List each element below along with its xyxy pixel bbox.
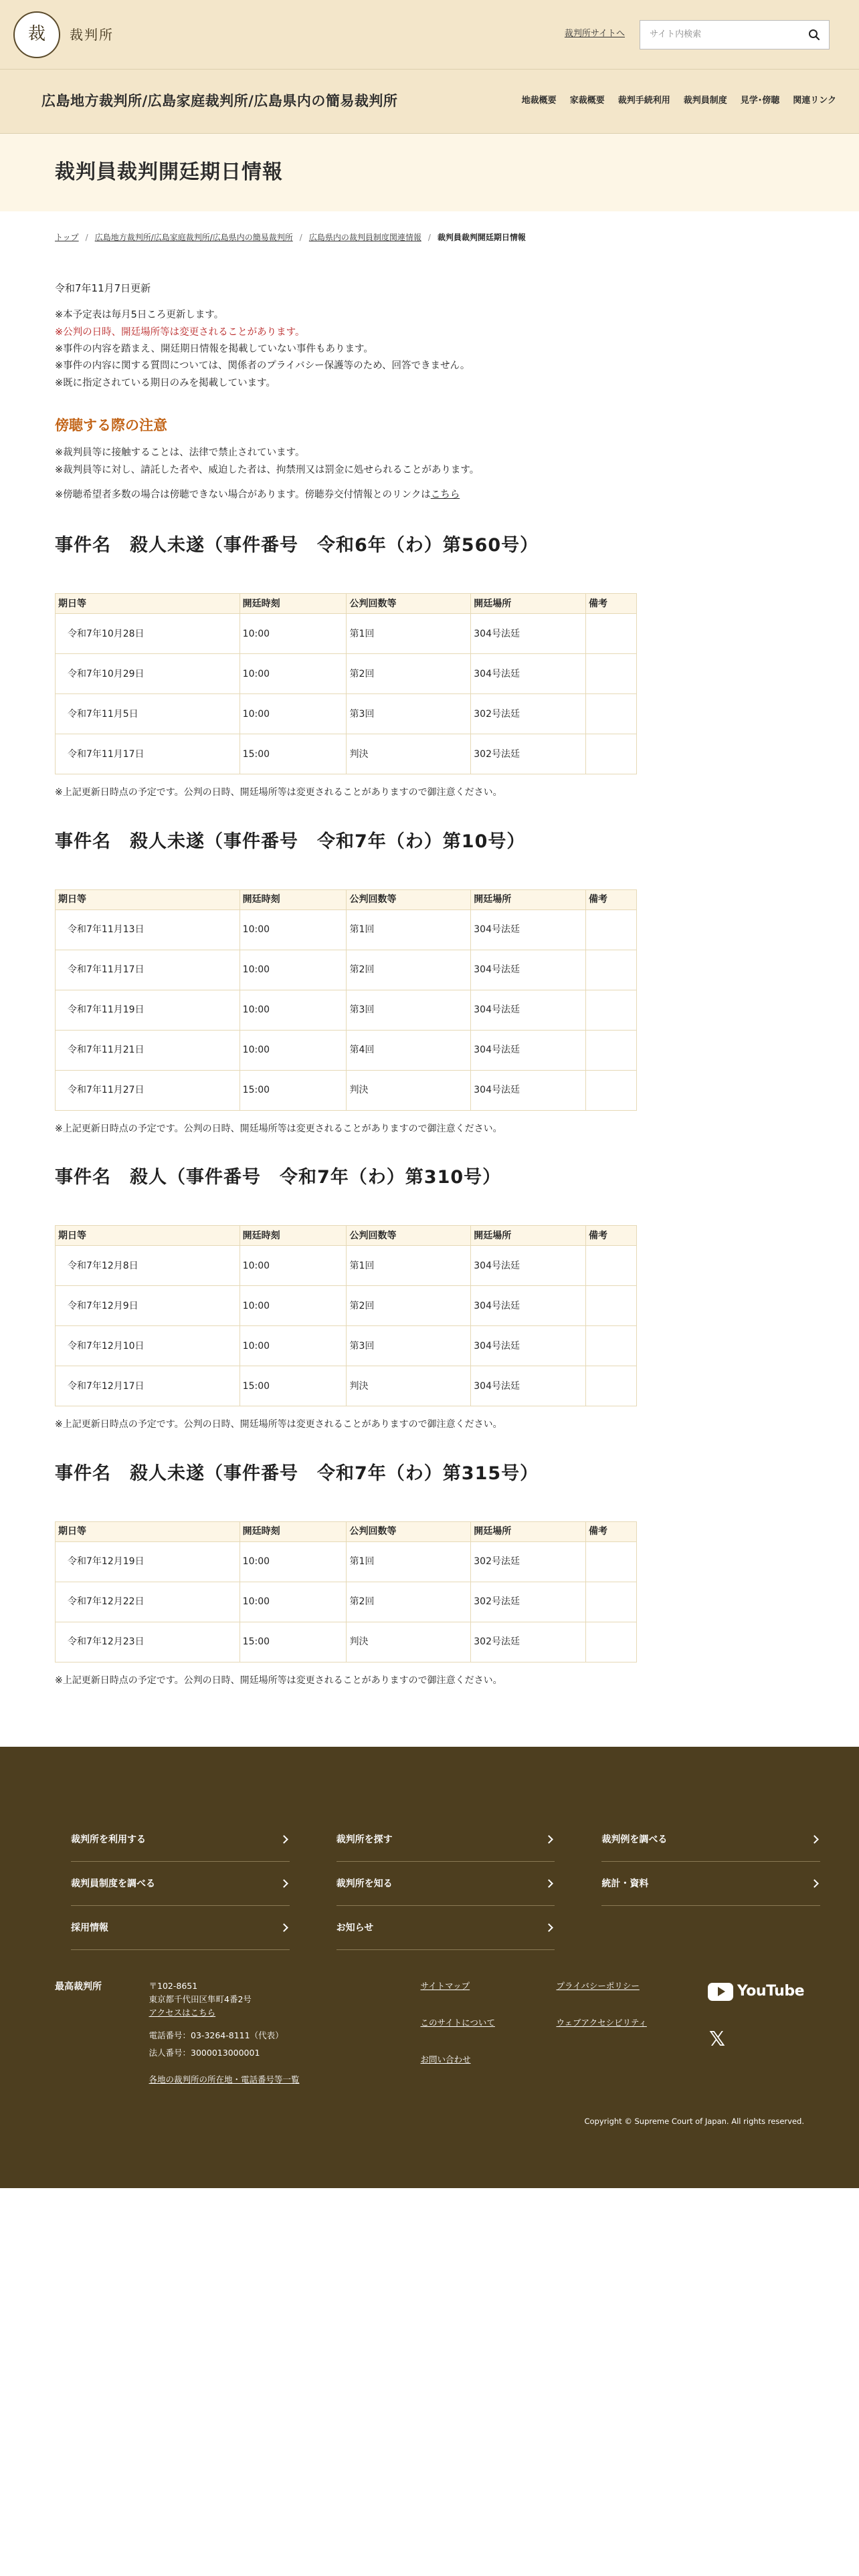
footer-access-link[interactable]: アクセスはこちら (149, 2008, 216, 2018)
cell-hearing-date: 令和7年12月22日 (56, 1582, 240, 1622)
table-row (56, 1622, 637, 1662)
footer-link-accessibility[interactable]: ウェブアクセシビリティ (556, 2018, 647, 2028)
cell-start-time: 15:00 (240, 1366, 347, 1406)
table-header-row (56, 594, 637, 614)
footer-street: 東京都千代田区隼町4番2号 (149, 1994, 252, 2005)
cell-hearing-date: 令和7年11月17日 (56, 734, 240, 774)
note-line: ※事件の内容を踏まえ、開廷期日情報を掲載していない事件もあります。 (55, 343, 373, 354)
column-header-remarks: 備考 (586, 889, 637, 909)
table-row (56, 654, 637, 694)
cell-start-time: 10:00 (240, 990, 347, 1030)
cell-start-time: 10:00 (240, 694, 347, 734)
footer-nav-label: お知らせ (336, 1922, 374, 1933)
cell-remarks (586, 614, 637, 654)
footer-nav-label: 裁判所を知る (336, 1878, 393, 1889)
cell-hearing-date: 令和7年11月19日 (56, 990, 240, 1030)
footer-court-list-link[interactable]: 各地の裁判所の所在地・電話番号等一覧 (149, 2074, 300, 2085)
cell-courtroom: 304号法廷 (471, 654, 586, 694)
youtube-icon (708, 1983, 733, 2001)
table-row (56, 1326, 637, 1366)
caution-line: ※裁判員等に接触することは、法律で禁止されています。 (55, 447, 305, 458)
chevron-right-icon (810, 1880, 819, 1889)
court-name[interactable]: 広島地方裁判所/広島家庭裁判所/広島県内の簡易裁判所 (41, 92, 398, 109)
cell-start-time: 15:00 (240, 1622, 347, 1662)
column-header-courtroom: 開廷場所 (471, 889, 586, 909)
column-header-remarks: 備考 (586, 594, 637, 614)
cell-session-number: 第3回 (347, 990, 471, 1030)
table-note: ※上記更新日時点の予定です。公判の日時、開廷場所等は変更されることがありますので御注意ください。 (55, 1123, 502, 1134)
column-header-courtroom: 開廷場所 (471, 594, 586, 614)
footer-social (708, 1979, 804, 2090)
breadcrumb-link-hiroshima-courts[interactable]: 広島地方裁判所/広島家庭裁判所/広島県内の簡易裁判所 (94, 233, 293, 242)
nav-item-district-court-overview[interactable]: 地裁概要 (521, 96, 557, 106)
court-navbar (0, 70, 859, 134)
schedule-notes (55, 307, 804, 392)
cell-session-number: 第1回 (347, 909, 471, 950)
site-logo[interactable] (13, 11, 114, 58)
footer-nav-use-courts[interactable] (71, 1818, 290, 1862)
nav-item-court-procedures[interactable]: 裁判手続利用 (617, 96, 670, 106)
cell-start-time: 10:00 (240, 1582, 347, 1622)
cell-start-time: 10:00 (240, 909, 347, 950)
cell-courtroom: 304号法廷 (471, 950, 586, 990)
chevron-right-icon (280, 1924, 288, 1933)
note-line: ※本予定表は毎月5日ころ更新します。 (55, 310, 224, 321)
cell-hearing-date: 令和7年10月28日 (56, 614, 240, 654)
column-header-session-number: 公判回数等 (347, 594, 471, 614)
breadcrumb-link-lay-judge-info[interactable]: 広島県内の裁判員制度関連情報 (308, 233, 421, 242)
schedule-table (55, 1521, 637, 1662)
global-nav (522, 94, 836, 108)
cell-start-time: 10:00 (240, 950, 347, 990)
table-row (56, 1030, 637, 1070)
cell-start-time: 15:00 (240, 1070, 347, 1110)
cell-session-number: 判決 (347, 1622, 471, 1662)
cell-remarks (586, 909, 637, 950)
footer-nav-label: 裁判例を調べる (601, 1834, 668, 1845)
cell-session-number: 判決 (347, 1366, 471, 1406)
cell-session-number: 第1回 (347, 614, 471, 654)
footer-nav-find-courts[interactable] (337, 1818, 555, 1862)
table-row (56, 1366, 637, 1406)
cell-remarks (586, 654, 637, 694)
table-row (56, 1070, 637, 1110)
cell-start-time: 15:00 (240, 734, 347, 774)
column-header-hearing-date: 期日等 (56, 1522, 240, 1542)
footer-phone: 電話番号：03-3264-8111（代表） (149, 2030, 284, 2041)
ticket-info-link[interactable]: こちら (430, 490, 460, 501)
footer-link-contact[interactable]: お問い合わせ (420, 2054, 471, 2065)
footer-address (149, 1979, 421, 2090)
footer-nav (71, 1818, 820, 1950)
cell-courtroom: 304号法廷 (471, 1030, 586, 1070)
table-row (56, 909, 637, 950)
cell-courtroom: 302号法廷 (471, 1542, 586, 1582)
cell-session-number: 第2回 (347, 654, 471, 694)
cell-remarks (586, 1542, 637, 1582)
search-input[interactable] (640, 21, 799, 49)
breadcrumb-current: 裁判員裁判開廷期日情報 (437, 233, 526, 242)
cell-courtroom: 302号法廷 (471, 1582, 586, 1622)
table-row (56, 1542, 637, 1582)
cell-hearing-date: 令和7年11月27日 (56, 1070, 240, 1110)
cell-remarks (586, 1246, 637, 1286)
schedule-table (55, 889, 637, 1111)
table-row (56, 950, 637, 990)
cell-remarks (586, 1286, 637, 1326)
cell-start-time: 10:00 (240, 1326, 347, 1366)
table-row (56, 614, 637, 654)
table-header-row (56, 889, 637, 909)
footer-nav-about-courts[interactable] (337, 1862, 555, 1906)
site-header (0, 0, 859, 70)
schedule-table (55, 593, 637, 774)
column-header-remarks: 備考 (586, 1226, 637, 1246)
cell-courtroom: 304号法廷 (471, 1366, 586, 1406)
table-note: ※上記更新日時点の予定です。公判の日時、開廷場所等は変更されることがありますので御注意ください。 (55, 787, 502, 798)
cell-hearing-date: 令和7年10月29日 (56, 654, 240, 694)
cell-hearing-date: 令和7年12月8日 (56, 1246, 240, 1286)
ticket-info-line (55, 486, 804, 504)
column-header-session-number: 公判回数等 (347, 889, 471, 909)
footer-links-1 (421, 1979, 557, 2090)
column-header-remarks: 備考 (586, 1522, 637, 1542)
cell-hearing-date: 令和7年11月5日 (56, 694, 240, 734)
cell-hearing-date: 令和7年12月17日 (56, 1366, 240, 1406)
chevron-right-icon (545, 1880, 553, 1889)
chevron-right-icon (280, 1836, 288, 1844)
column-header-hearing-date: 期日等 (56, 1226, 240, 1246)
cell-hearing-date: 令和7年11月13日 (56, 909, 240, 950)
table-row (56, 1582, 637, 1622)
column-header-start-time: 開廷時刻 (240, 1522, 347, 1542)
caution-notes (55, 444, 804, 504)
footer-nav-recruitment[interactable] (71, 1906, 290, 1950)
footer-link-about-site[interactable]: このサイトについて (420, 2018, 495, 2028)
cell-courtroom: 304号法廷 (471, 614, 586, 654)
case-title: 事件名 殺人未遂（事件番号 令和6年（わ）第560号） (55, 535, 539, 556)
table-header-row (56, 1522, 637, 1542)
column-header-session-number: 公判回数等 (347, 1522, 471, 1542)
cell-courtroom: 304号法廷 (471, 1286, 586, 1326)
cell-hearing-date: 令和7年12月9日 (56, 1286, 240, 1326)
cell-remarks (586, 1326, 637, 1366)
youtube-link[interactable] (708, 1979, 804, 2003)
cell-start-time: 10:00 (240, 1286, 347, 1326)
table-row (56, 734, 637, 774)
update-date: 令和7年11月7日更新 (55, 282, 151, 295)
breadcrumb (55, 231, 804, 244)
note-line-warning: ※公判の日時、開廷場所等は変更されることがあります。 (55, 326, 305, 338)
column-header-session-number: 公判回数等 (347, 1226, 471, 1246)
footer-links-2 (556, 1979, 707, 2090)
footer-nav-label: 採用情報 (71, 1922, 108, 1933)
footer-org-name: 最高裁判所 (55, 1981, 102, 1993)
ticket-info-text: ※傍聴希望者多数の場合は傍聴できない場合があります。傍聴券交付情報とのリンクは (55, 490, 431, 501)
cell-session-number: 第2回 (347, 1286, 471, 1326)
search-button[interactable] (799, 21, 829, 49)
cell-session-number: 第4回 (347, 1030, 471, 1070)
search-icon (808, 29, 820, 41)
cell-hearing-date: 令和7年12月23日 (56, 1622, 240, 1662)
breadcrumb-separator: / (299, 233, 302, 242)
cell-hearing-date: 令和7年12月10日 (56, 1326, 240, 1366)
nav-item-lay-judge-system[interactable]: 裁判員制度 (683, 96, 727, 106)
table-note: ※上記更新日時点の予定です。公判の日時、開廷場所等は変更されることがありますので御注意ください。 (55, 1675, 502, 1687)
youtube-label: YouTube (737, 1983, 804, 2000)
cell-start-time: 10:00 (240, 1542, 347, 1582)
cell-hearing-date: 令和7年11月17日 (56, 950, 240, 990)
search-box (640, 20, 830, 49)
footer-corp-number: 法人番号：3000013000001 (149, 2048, 260, 2058)
header-utilities (565, 20, 830, 49)
cell-remarks (586, 990, 637, 1030)
case-title: 事件名 殺人未遂（事件番号 令和7年（わ）第10号） (55, 831, 526, 852)
nav-item-related-links[interactable]: 関連リンク (793, 96, 836, 106)
note-line: ※既に指定されている期日のみを掲載しています。 (55, 377, 276, 389)
table-header-row (56, 1226, 637, 1246)
cell-start-time: 10:00 (240, 654, 347, 694)
chevron-right-icon (545, 1924, 553, 1933)
cell-courtroom: 304号法廷 (471, 909, 586, 950)
footer-postal: 〒102-8651 (149, 1981, 198, 1992)
logo-text: 裁判所 (70, 26, 114, 43)
footer-nav-label: 裁判所を探す (336, 1834, 393, 1845)
column-header-courtroom: 開廷場所 (471, 1226, 586, 1246)
breadcrumb-separator: / (85, 233, 88, 242)
chevron-right-icon (810, 1836, 819, 1844)
footer-nav-statistics[interactable] (601, 1862, 820, 1906)
cell-courtroom: 304号法廷 (471, 1326, 586, 1366)
cell-remarks (586, 1622, 637, 1662)
footer-nav-case-law[interactable] (601, 1818, 820, 1862)
chevron-right-icon (280, 1880, 288, 1889)
main-content (0, 231, 859, 1688)
cell-courtroom: 304号法廷 (471, 1070, 586, 1110)
cell-remarks (586, 1582, 637, 1622)
x-icon[interactable]: 𝕏 (708, 2027, 726, 2051)
cell-remarks (586, 950, 637, 990)
cell-start-time: 10:00 (240, 1030, 347, 1070)
table-row (56, 1286, 637, 1326)
cell-session-number: 第2回 (347, 1582, 471, 1622)
caution-heading: 傍聴する際の注意 (55, 417, 167, 434)
column-header-courtroom: 開廷場所 (471, 1522, 586, 1542)
cell-courtroom: 304号法廷 (471, 1246, 586, 1286)
schedule-table (55, 1225, 637, 1406)
footer-nav-label: 裁判員制度を調べる (71, 1878, 155, 1889)
cell-session-number: 第3回 (347, 694, 471, 734)
breadcrumb-separator: / (427, 233, 431, 242)
cell-hearing-date: 令和7年12月19日 (56, 1542, 240, 1582)
cell-remarks (586, 1030, 637, 1070)
title-band (0, 134, 859, 211)
cell-courtroom: 302号法廷 (471, 734, 586, 774)
copyright: Copyright © Supreme Court of Japan. All rights reserved. (584, 2117, 804, 2127)
footer-info (55, 1979, 804, 2090)
cell-session-number: 判決 (347, 1070, 471, 1110)
nav-item-family-court-overview[interactable]: 家裁概要 (569, 96, 605, 106)
column-header-hearing-date: 期日等 (56, 594, 240, 614)
column-header-start-time: 開廷時刻 (240, 594, 347, 614)
column-header-start-time: 開廷時刻 (240, 1226, 347, 1246)
cell-session-number: 判決 (347, 734, 471, 774)
table-note: ※上記更新日時点の予定です。公判の日時、開廷場所等は変更されることがありますので御注意ください。 (55, 1419, 502, 1430)
case-title: 事件名 殺人未遂（事件番号 令和7年（わ）第315号） (55, 1463, 539, 1484)
cell-remarks (586, 1366, 637, 1406)
cell-session-number: 第3回 (347, 1326, 471, 1366)
cell-hearing-date: 令和7年11月21日 (56, 1030, 240, 1070)
cell-courtroom: 302号法廷 (471, 694, 586, 734)
table-row (56, 1246, 637, 1286)
cell-start-time: 10:00 (240, 1246, 347, 1286)
note-line: ※事件の内容に関する質問については、関係者のプライバシー保護等のため、回答できません。 (55, 360, 470, 372)
column-header-hearing-date: 期日等 (56, 889, 240, 909)
cell-start-time: 10:00 (240, 614, 347, 654)
table-row (56, 990, 637, 1030)
site-footer (0, 1747, 859, 2188)
footer-link-privacy[interactable]: プライバシーポリシー (556, 1981, 640, 1992)
cell-session-number: 第1回 (347, 1246, 471, 1286)
caution-line: ※裁判員等に対し、請託した者や、威迫した者は、拘禁刑又は罰金に処せられることがあります。 (55, 465, 480, 476)
footer-nav-label: 統計・資料 (601, 1878, 649, 1889)
footer-nav-lay-judge[interactable] (71, 1862, 290, 1906)
footer-nav-label: 裁判所を利用する (71, 1834, 146, 1845)
cell-courtroom: 304号法廷 (471, 990, 586, 1030)
footer-link-sitemap[interactable]: サイトマップ (420, 1981, 470, 1992)
table-row (56, 694, 637, 734)
cell-session-number: 第2回 (347, 950, 471, 990)
case-list (55, 531, 804, 1688)
cell-session-number: 第1回 (347, 1542, 471, 1582)
column-header-start-time: 開廷時刻 (240, 889, 347, 909)
page-title: 裁判員裁判開廷期日情報 (55, 160, 283, 184)
court-emblem-icon: 裁 (13, 11, 60, 58)
cell-remarks (586, 734, 637, 774)
nav-item-visit-observe[interactable]: 見学･傍聴 (740, 96, 780, 106)
cell-remarks (586, 1070, 637, 1110)
chevron-right-icon (545, 1836, 553, 1844)
cell-remarks (586, 694, 637, 734)
courts-site-link[interactable]: 裁判所サイトへ (564, 29, 625, 39)
footer-nav-news[interactable] (337, 1906, 555, 1950)
breadcrumb-link-top[interactable]: トップ (55, 233, 79, 242)
cell-courtroom: 302号法廷 (471, 1622, 586, 1662)
case-title: 事件名 殺人（事件番号 令和7年（わ）第310号） (55, 1167, 502, 1188)
